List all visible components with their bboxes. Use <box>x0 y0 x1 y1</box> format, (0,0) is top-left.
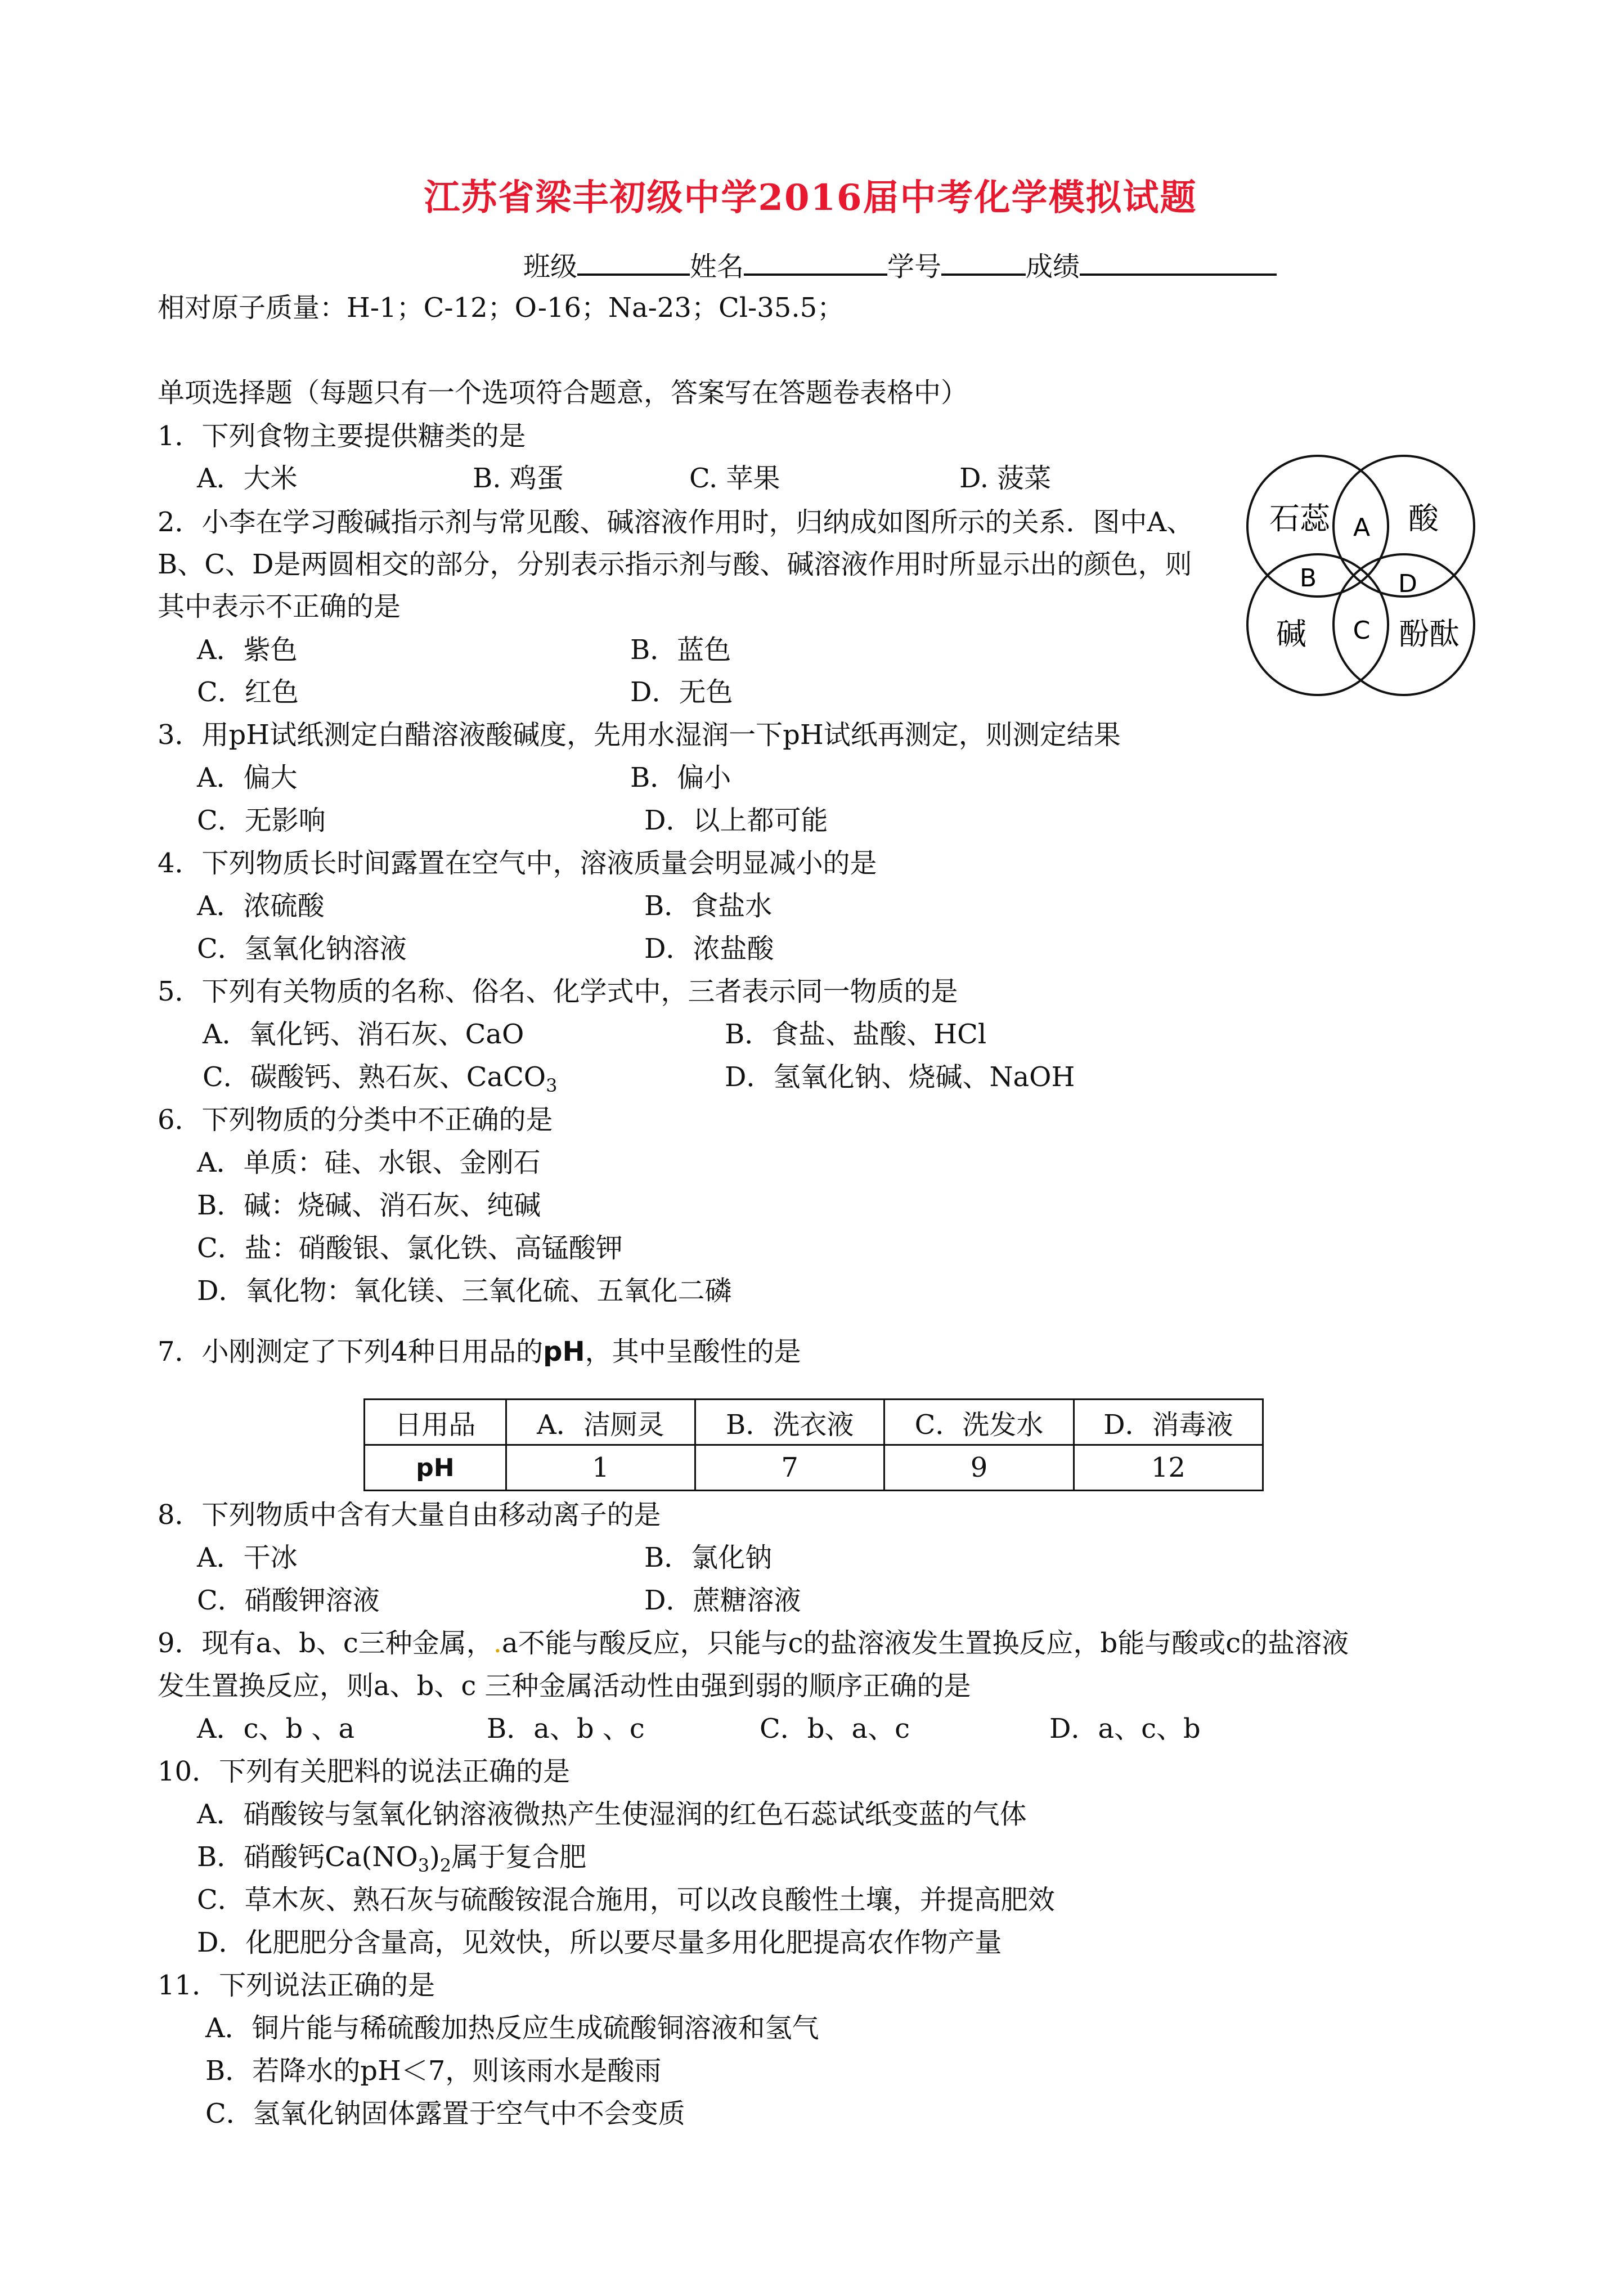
q3-option-a: A．偏大 <box>197 762 298 793</box>
field-label-number: 学号 <box>887 251 942 282</box>
q4-option-a: A．浓硫酸 <box>197 890 325 922</box>
ph-table-header-cell: A．洁厕灵 <box>506 1400 695 1445</box>
student-info-fields <box>523 248 1277 284</box>
venn-region-c: C <box>1353 616 1371 645</box>
q6-option-d: D．氧化物：氧化镁、三氧化硫、五氧化二磷 <box>197 1275 732 1307</box>
venn-label-base: 碱 <box>1276 616 1306 652</box>
question-10-stem: 10．下列有关肥料的说法正确的是 <box>158 1756 571 1787</box>
ph-table <box>363 1398 1264 1491</box>
venn-label-phenolphthalein: 酚酞 <box>1399 616 1460 652</box>
ph-table-value-cell: 7 <box>695 1445 884 1491</box>
atomic-mass-line: 相对原子质量：H-1；C-12；O-16；Na-23；Cl-35.5； <box>158 292 845 324</box>
venn-label-litmus: 石蕊 <box>1269 501 1330 536</box>
question-6-stem: 6．下列物质的分类中不正确的是 <box>158 1104 553 1136</box>
ph-table-row-label: pH <box>365 1445 506 1491</box>
q8-option-a: A．干冰 <box>197 1542 298 1573</box>
q10-option-b-subscript-2: 2 <box>439 1855 452 1876</box>
q10-option-b <box>197 1840 586 1882</box>
question-9-stem-line-2: 发生置换反应，则a、b、c 三种金属活动性由强到弱的顺序正确的是 <box>158 1670 971 1702</box>
q9-stem-dot: . <box>493 1627 502 1659</box>
question-2-stem-line-1: 2．小李在学习酸碱指示剂与常见酸、碱溶液作用时，归纳成如图所示的关系．图中A、 <box>158 506 1194 538</box>
q11-option-b: B．若降水的pH＜7，则该雨水是酸雨 <box>205 2055 662 2087</box>
question-5-stem: 5．下列有关物质的名称、俗名、化学式中，三者表示同一物质的是 <box>158 976 958 1007</box>
ph-table-header-cell: B．洗衣液 <box>695 1400 884 1445</box>
field-label-class: 班级 <box>523 251 578 282</box>
q3-option-b: B．偏小 <box>630 762 731 793</box>
q4-option-d: D．浓盐酸 <box>644 933 774 965</box>
q2-option-b: B．蓝色 <box>630 634 731 666</box>
ph-table-value-cell: 12 <box>1074 1445 1263 1491</box>
question-3-stem: 3．用pH试纸测定白醋溶液酸碱度，先用水湿润一下pH试纸再测定，则测定结果 <box>158 719 1121 751</box>
q10-option-b-subscript: 3 <box>417 1855 430 1876</box>
q1-option-c: C. 苹果 <box>689 463 780 494</box>
q2-option-d: D．无色 <box>630 676 733 708</box>
q5-option-c-subscript: 3 <box>546 1075 558 1096</box>
name-blank[interactable] <box>744 248 887 276</box>
q6-option-a: A．单质：硅、水银、金刚石 <box>197 1147 541 1178</box>
q2-option-c: C．红色 <box>197 676 299 708</box>
question-7-stem <box>158 1335 801 1369</box>
number-blank[interactable] <box>941 248 1026 276</box>
class-blank[interactable] <box>577 248 690 276</box>
ph-table-header-cell: 日用品 <box>365 1400 506 1445</box>
q1-option-b: B. 鸡蛋 <box>473 463 564 494</box>
q8-option-b: B．氯化钠 <box>644 1542 773 1573</box>
q8-option-d: D．蔗糖溶液 <box>644 1585 801 1616</box>
question-2-stem-line-2: B、C、D是两圆相交的部分，分别表示指示剂与酸、碱溶液作用时所显示出的颜色，则 <box>158 549 1192 580</box>
indicator-venn-diagram <box>1227 445 1485 715</box>
question-8-stem: 8．下列物质中含有大量自由移动离子的是 <box>158 1499 661 1531</box>
q1-option-d: D. 菠菜 <box>959 463 1052 494</box>
question-9-stem-line-1 <box>158 1626 1349 1660</box>
ph-table-header-cell: D．消毒液 <box>1074 1400 1263 1445</box>
question-1-stem: 1．下列食物主要提供糖类的是 <box>158 420 526 452</box>
ph-table-value-cell: 1 <box>506 1445 695 1491</box>
q5-option-b: B．食盐、盐酸、HCl <box>725 1019 987 1050</box>
venn-label-acid: 酸 <box>1408 501 1439 536</box>
q7-stem-part-2: ，其中呈酸性的是 <box>585 1336 801 1367</box>
q5-option-c <box>203 1060 558 1102</box>
q10-option-d: D．化肥肥分含量高，见效快，所以要尽量多用化肥提高农作物产量 <box>197 1927 1002 1958</box>
field-label-score: 成绩 <box>1026 251 1080 282</box>
q9-option-b: B．a、b 、c <box>487 1713 645 1745</box>
page-title: 江苏省梁丰初级中学2016届中考化学模拟试题 <box>424 177 1197 219</box>
q9-option-c: C．b、a、c <box>760 1713 910 1745</box>
q10-option-a: A．硝酸铵与氢氧化钠溶液微热产生使湿润的红色石蕊试纸变蓝的气体 <box>197 1799 1027 1830</box>
ph-table-value-row <box>365 1445 1263 1491</box>
section-heading: 单项选择题（每题只有一个选项符合题意，答案写在答题卷表格中） <box>158 377 968 409</box>
q4-option-b: B．食盐水 <box>644 890 773 922</box>
q5-option-d: D．氢氧化钠、烧碱、NaOH <box>725 1061 1075 1093</box>
q6-option-b: B．碱：烧碱、消石灰、纯碱 <box>197 1190 541 1221</box>
q2-option-a: A．紫色 <box>197 634 298 666</box>
field-label-name: 姓名 <box>690 251 744 282</box>
q10-option-b-paren: ) <box>429 1841 440 1873</box>
q9-stem-part-2: a不能与酸反应，只能与c的盐溶液发生置换反应，b能与酸或c的盐溶液 <box>502 1627 1349 1659</box>
question-4-stem: 4．下列物质长时间露置在空气中，溶液质量会明显减小的是 <box>158 847 877 879</box>
q11-option-c: C．氢氧化钠固体露置于空气中不会变质 <box>205 2098 685 2129</box>
q7-stem-ph: pH <box>543 1336 585 1367</box>
q6-option-c: C．盐：硝酸银、氯化铁、高锰酸钾 <box>197 1232 623 1264</box>
q5-option-a: A．氧化钙、消石灰、CaO <box>203 1019 524 1050</box>
q1-option-a: A．大米 <box>197 463 298 494</box>
q4-option-c: C．氢氧化钠溶液 <box>197 933 407 965</box>
q5-option-c-text: C．碳酸钙、熟石灰、CaCO <box>203 1061 546 1093</box>
q9-option-d: D．a、c、b <box>1049 1713 1201 1745</box>
q11-option-a: A．铜片能与稀硫酸加热反应生成硫酸铜溶液和氢气 <box>205 2012 819 2044</box>
ph-table-value-cell: 9 <box>884 1445 1074 1491</box>
score-blank[interactable] <box>1080 248 1277 276</box>
q10-option-c: C．草木灰、熟石灰与硫酸铵混合施用，可以改良酸性土壤，并提高肥效 <box>197 1884 1055 1916</box>
q9-stem-part-1: 9．现有a、b、c三种金属， <box>158 1627 493 1659</box>
question-11-stem: 11．下列说法正确的是 <box>158 1970 435 2001</box>
q3-option-c: C．无影响 <box>197 805 326 836</box>
ph-table-header-row <box>365 1400 1263 1445</box>
ph-table-header-cell: C．洗发水 <box>884 1400 1074 1445</box>
q3-option-d: D．以上都可能 <box>644 805 828 836</box>
q8-option-c: C．硝酸钾溶液 <box>197 1585 380 1616</box>
q9-option-a: A．c、b 、a <box>197 1713 355 1745</box>
q10-option-b-tail: 属于复合肥 <box>451 1841 587 1873</box>
q7-stem-part-1: 7．小刚测定了下列4种日用品的 <box>158 1336 544 1367</box>
venn-region-a: A <box>1353 513 1371 542</box>
q10-option-b-text: B．硝酸钙Ca(NO <box>197 1841 418 1873</box>
question-2-stem-line-3: 其中表示不正确的是 <box>158 591 401 622</box>
venn-region-d: D <box>1398 569 1417 598</box>
venn-region-b: B <box>1299 564 1317 593</box>
